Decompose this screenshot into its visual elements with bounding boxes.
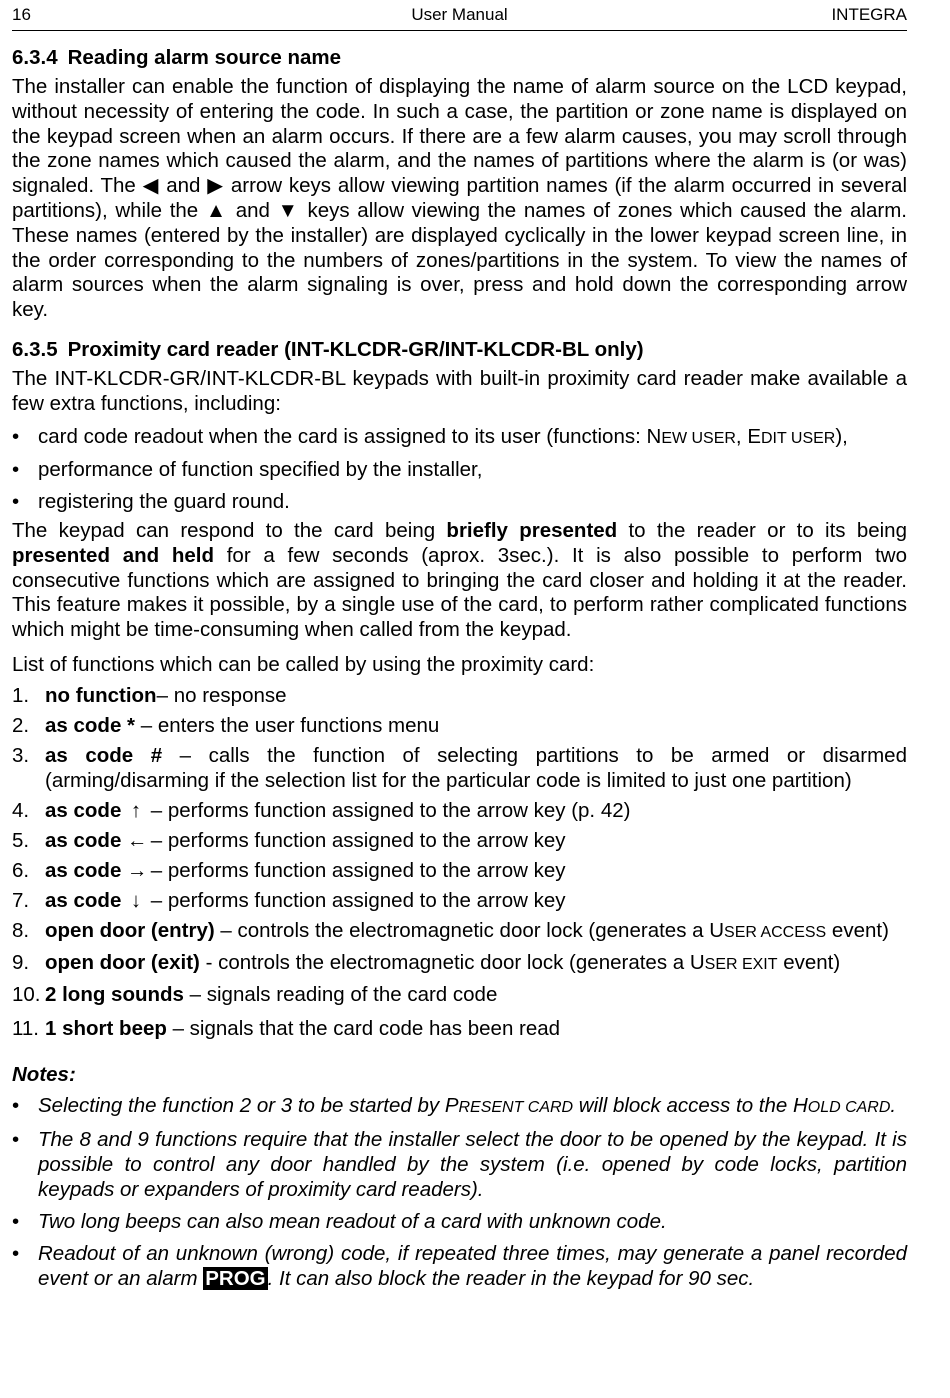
list-item — [12, 829, 907, 854]
text-run: The keypad can respond to the card being — [12, 518, 447, 542]
text-run: will block access to the H — [573, 1093, 808, 1117]
paragraph-list-intro: List of functions which can be called by using the proximity card: — [12, 652, 595, 676]
page-header — [12, 4, 907, 31]
event-name: SER EXIT — [704, 956, 778, 974]
list-item — [12, 1017, 907, 1042]
page-number: 16 — [12, 5, 31, 24]
event-name: SER ACCESS — [724, 924, 827, 942]
list-item — [12, 951, 907, 978]
text-run: registering the guard round. — [38, 490, 290, 514]
paragraph-alarm-source — [12, 75, 907, 323]
item-text: – performs function assigned to the arrow key (p. 42) — [145, 798, 631, 822]
note-item — [12, 1128, 907, 1202]
item-name: open door (entry) — [45, 919, 215, 943]
section-heading-6-3-5 — [12, 337, 907, 363]
item-number: 9. — [12, 951, 30, 975]
text-run: for a few seconds (aprox. 3sec.). It is also possible to perform two consecutive functions which are assigned to bringing the card closer and holding it at the reader. This feature makes it possible, by a single use of the card, to perform rather complicated functions which might be time-consuming when called from the keypad. — [12, 543, 907, 642]
text-run: and — [159, 174, 208, 198]
item-name: 2 long sounds — [45, 983, 184, 1007]
item-text: – enters the user functions menu — [135, 713, 440, 737]
text-run: keys allow viewing the names of zones which caused the alarm. These names (entered by the installer) are displayed cyclically in the lower keypad screen line, in the order corresponding to the numbers of zones/partitions in the system. To view the names of alarm sources when the alarm signaling is over, press and hold down the corresponding arrow key. — [12, 198, 907, 322]
item-text: – performs function assigned to the arrow key — [145, 828, 566, 852]
item-number: 10. — [12, 983, 41, 1007]
list-item — [12, 490, 907, 515]
header-title: User Manual — [411, 5, 508, 24]
list-item — [12, 744, 907, 794]
notes-heading: Notes: — [12, 1062, 76, 1086]
asterisk-icon: * — [127, 713, 136, 737]
list-item — [12, 714, 907, 739]
list-item — [12, 684, 907, 709]
item-number: 3. — [12, 743, 30, 767]
text-run: ), — [835, 424, 848, 448]
item-number: 5. — [12, 828, 30, 852]
item-name: as code — [45, 828, 128, 852]
text-run: Readout of an unknown (wrong) code, if repeated three times, may generate a panel recorded event or an alarm — [38, 1242, 907, 1291]
text-run: , E — [735, 424, 761, 448]
left-arrow-icon: ← — [127, 828, 148, 852]
list-item — [12, 799, 907, 824]
item-name: as code — [45, 798, 128, 822]
item-text: – controls the electromagnetic door lock (generates a U — [214, 919, 725, 943]
list-item — [12, 859, 907, 884]
item-text: – performs function assigned to the arrow key — [145, 889, 566, 913]
up-arrow-icon: ↑ — [130, 798, 142, 822]
text-run: Selecting the function 2 or 3 to be started by P — [38, 1093, 459, 1117]
function-name: EW USER — [661, 429, 736, 447]
right-arrow-icon: → — [127, 859, 148, 882]
item-name: no function — [45, 683, 157, 707]
down-arrow-icon: ↓ — [130, 889, 142, 913]
manual-page — [12, 0, 907, 1300]
item-text: – performs function assigned to the arrow key — [145, 859, 566, 882]
text-run: arrow keys allow viewing partition names (if the alarm occurred in several partitions), while the — [12, 174, 908, 222]
notes-list — [12, 1094, 907, 1292]
item-number: 4. — [12, 798, 30, 822]
function-name: RESENT CARD — [458, 1098, 574, 1116]
list-item — [12, 983, 907, 1008]
item-name: 1 short beep — [45, 1017, 167, 1041]
function-list — [12, 684, 907, 1042]
section-heading-6-3-4 — [12, 45, 907, 71]
list-item — [12, 889, 907, 914]
note-item — [12, 1210, 907, 1235]
section-title: Proximity card reader (INT-KLCDR-GR/INT-KLCDR-BL only) — [67, 337, 644, 361]
emphasis: briefly presented — [446, 518, 618, 542]
bullet-icon: • — [12, 1242, 20, 1266]
bullet-icon: • — [12, 458, 20, 482]
item-name: as code — [45, 889, 128, 913]
item-text: – calls the function of selecting partitions to be armed or disarmed (arming/disarming if the selection list for the particular code is limited to just one partition) — [45, 743, 907, 792]
item-number: 11. — [12, 1017, 39, 1041]
text-run: to the reader or to its being — [617, 518, 907, 542]
list-item — [12, 458, 907, 483]
emphasis: presented and held — [12, 543, 215, 567]
paragraph-card-response — [12, 519, 907, 643]
paragraph-proximity-intro: The INT-KLCDR-GR/INT-KLCDR-BL keypads with built-in proximity card reader make available a few extra functions, including: — [12, 366, 907, 415]
bullet-icon: • — [12, 490, 20, 514]
item-text: – signals that the card code has been read — [166, 1017, 561, 1041]
section-number: 6.3.5 — [12, 337, 58, 361]
item-text: – no response — [156, 683, 287, 707]
note-item — [12, 1242, 907, 1292]
note-item — [12, 1094, 907, 1121]
header-product: INTEGRA — [831, 5, 907, 24]
item-name: as code — [45, 859, 128, 882]
function-name: DIT USER — [761, 429, 836, 447]
list-item — [12, 919, 907, 946]
item-text: – signals reading of the card code — [183, 983, 498, 1007]
bullet-icon: • — [12, 1210, 20, 1234]
item-number: 6. — [12, 859, 30, 882]
bullet-icon: • — [12, 1128, 20, 1152]
left-arrow-icon: ◀ — [142, 174, 160, 198]
text-run: card code readout when the card is assigned to its user (functions: N — [38, 424, 662, 448]
text-run: The 8 and 9 functions require that the installer select the door to be opened by the keypad. It is possible to control any door handled by the system (i.e. opened by code locks, partition keypads or expanders of proximity card readers). — [38, 1128, 907, 1201]
bullet-icon: • — [12, 1093, 20, 1117]
item-text: event) — [777, 951, 841, 975]
text-run: . — [890, 1093, 897, 1117]
list-item — [12, 425, 907, 452]
down-arrow-icon: ▼ — [277, 198, 300, 222]
section-number: 6.3.4 — [12, 46, 58, 69]
item-number: 8. — [12, 919, 30, 943]
prog-badge: PROG — [205, 1267, 266, 1291]
right-arrow-icon: ▶ — [207, 174, 225, 198]
text-run: and — [228, 198, 278, 222]
item-text: - controls the electromagnetic door lock (generates a U — [199, 951, 705, 975]
item-name: open door (exit) — [45, 951, 200, 975]
function-name: OLD CARD — [807, 1098, 891, 1116]
text-run: performance of function specified by the installer, — [38, 458, 483, 482]
item-number: 2. — [12, 713, 30, 737]
item-text: event) — [826, 919, 889, 943]
text-run: The installer can enable the function of displaying the name of alarm source on the LCD keypad, without necessity of entering the code. In such a case, the partition or zone name is displayed on the keypad screen when an alarm occurs. If there are a few alarm causes, you may scroll through the zone names which caused the alarm, and the names of partitions where the alarm is (or was) signaled. The — [12, 75, 907, 198]
up-arrow-icon: ▲ — [205, 198, 229, 222]
item-name: as code # — [45, 743, 163, 767]
feature-list — [12, 425, 907, 515]
bullet-icon: • — [12, 424, 20, 448]
text-run: Two long beeps can also mean readout of a card with unknown code. — [38, 1210, 667, 1234]
item-number: 7. — [12, 889, 30, 913]
section-title: Reading alarm source name — [67, 46, 342, 69]
item-number: 1. — [12, 683, 30, 707]
item-name: as code — [45, 713, 128, 737]
text-run: . It can also block the reader in the keypad for 90 sec. — [267, 1267, 755, 1291]
